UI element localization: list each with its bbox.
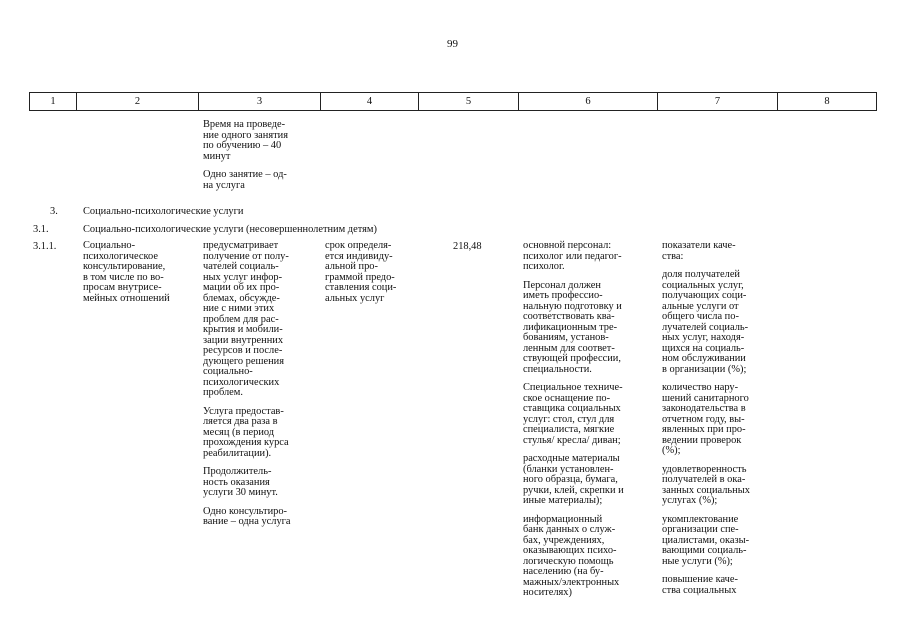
condition-paragraph: Персонал должен иметь профессио- нальную подготовку и соответствовать ква- лификационным тре- бованиям, установ- ленным для соответ- ствующей профессии, специальности.	[523, 279, 622, 375]
continued-content-paragraph: Одно занятие – од- на услуга	[203, 169, 287, 191]
indicator-paragraph: удовлетворенность получателей в ока- занных социальных услугах (%);	[662, 463, 750, 506]
row-number: 3.1.1.	[33, 241, 57, 252]
header-col-4: 4	[321, 93, 419, 110]
service-term: срок определя- ется индивиду- альной про- граммой предо- ставления соци- альных услуг	[325, 240, 397, 304]
service-content	[203, 241, 321, 536]
condition-paragraph: Специальное техниче- ское оснащение по- ставщика социальных услуг: стол, стул для специалиста, мягкие стулья/ кресла/ диван;	[523, 382, 623, 446]
section-number: 3.	[50, 206, 58, 217]
page-number: 99	[447, 38, 458, 50]
indicator-paragraph: укомплектование организации спе- циалистами, оказы- вающими социаль- ные услуги (%);	[662, 513, 750, 567]
service-price: 218,48	[453, 241, 482, 252]
subsection-number: 3.1.	[33, 224, 49, 235]
condition-paragraph: информационный банк данных о служ- бах, учреждениях, оказывающих психо- логическую помощь населению (на бу- мажных/электронных носителях)	[523, 513, 620, 598]
indicator-paragraph: доля получателей социальных услуг, получающих соци- альные услуги от общего числа по- лучателей социаль- ных услуг, находя- щихся на социаль- ном обслуживании в организации (%);	[662, 269, 749, 375]
header-col-1: 1	[30, 93, 77, 110]
header-col-7: 7	[658, 93, 778, 110]
header-col-6: 6	[519, 93, 658, 110]
condition-paragraph: расходные материалы (бланки установлен- ного образца, бумага, ручки, клей, скрепки и иные материалы);	[523, 453, 624, 506]
header-col-2: 2	[77, 93, 199, 110]
continued-content-paragraph: Время на проведе- ние одного занятия по обучению – 40 минут	[203, 119, 289, 162]
header-col-5: 5	[419, 93, 519, 110]
section-title: Социально-психологические услуги	[83, 206, 244, 217]
content-paragraph: Продолжитель- ность оказания услуги 30 минут.	[203, 466, 278, 498]
indicator-paragraph: повышение каче- ства социальных	[662, 574, 738, 596]
content-paragraph: Услуга предостав- ляется два раза в месяц (в период прохождения курса реабилитации).	[203, 405, 289, 459]
table-header-row	[29, 92, 877, 111]
content-paragraph: предусматривает получение от полу- чателей социаль- ных услуг инфор- мации об их про- блемах, обсужде- ние с ними этих проблем для рас- крытия и мобили- зации внутренних ресурсов и после- дующего решения социально- психологических проблем.	[203, 240, 289, 398]
content-paragraph: Одно консультиро- вание – одна услуга	[203, 505, 291, 527]
condition-paragraph: основной персонал: психолог или педагог- психолог.	[523, 240, 622, 272]
subsection-title: Социально-психологические услуги (несовершеннолетним детям)	[83, 224, 377, 235]
service-conditions	[523, 241, 655, 607]
quality-indicators	[662, 241, 774, 604]
header-col-3: 3	[199, 93, 321, 110]
header-col-8: 8	[824, 96, 830, 107]
indicator-paragraph: количество нару- шений санитарного законодательства в отчетном году, вы- явленных при про- ведении проверок (%);	[662, 382, 749, 456]
service-name: Социально- психологическое консультирование, в том числе по во- просам внутрисе- мейных отношений	[83, 240, 170, 304]
indicator-paragraph: показатели каче- ства:	[662, 240, 736, 262]
continued-service-content	[203, 120, 321, 199]
